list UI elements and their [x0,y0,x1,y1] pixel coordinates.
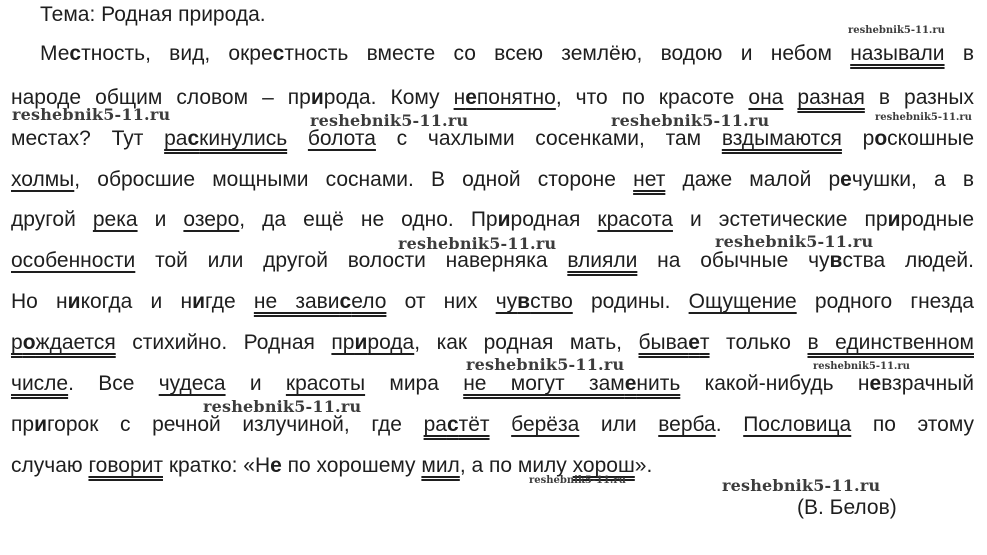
text-run: только [709,331,808,354]
underlined-word: кинулись [199,127,288,150]
watermark: reshebnik5-11.ru [466,355,625,374]
text-run: и [225,372,286,395]
underlined-word: Ощущение [688,290,797,313]
text-run: ». [634,454,653,477]
underlined-word: е [624,372,637,395]
text-run: какой-нибудь н [680,372,870,395]
text-run: той или другой волости наверняка [135,249,568,272]
text-run: другой [11,208,93,231]
text-run: по этому [851,413,974,436]
text-run: взрачный [881,372,974,395]
underlined-word: нет [633,168,666,191]
text-run: или [579,413,659,436]
underlined-word: не зави [253,290,340,313]
text-line [11,125,974,153]
text-run: Ме [40,42,70,65]
text-run: народе общим словом – пр [11,86,311,109]
watermark: reshebnik5-11.ru [203,397,362,416]
text-run: тность вместе со всею землёю, водою и небом [284,42,851,65]
text-line [11,370,974,398]
underlined-word: быва [638,331,689,354]
underlined-word: говорит [88,454,163,477]
text-run: на обычные чу [637,249,830,272]
underlined-word: ждается [35,331,116,354]
text-run: Но н [11,290,68,313]
highlighted-letter: е [270,454,282,477]
underlined-word: с [339,290,352,313]
underlined-word: ство [530,290,573,313]
underlined-word: она [748,86,784,109]
underlined-word: ра [164,127,188,150]
underlined-word: Пословица [743,413,852,436]
highlighted-letter: е [869,372,882,395]
underlined-word: с [446,413,459,436]
text-run [490,413,512,436]
text-run: где [205,290,254,313]
underlined-word: чу [495,290,518,313]
underlined-word: вздымаются [721,127,842,150]
highlighted-letter: е [840,168,852,191]
topic-title: Тема: Родная природа. [40,3,266,26]
text-run: и эстетические пр [672,208,888,231]
text-run: родины. [572,290,689,313]
text-line [11,166,974,194]
underlined-word: рода [367,331,415,354]
underlined-word: верба [658,413,716,436]
highlighted-letter: с [69,42,82,65]
text-run: рода. Кому [323,86,454,109]
text-run: кратко: «Н [162,454,271,477]
text-run: в [944,42,974,65]
text-run: родная [510,208,598,231]
watermark: reshebnik5-11.ru [398,234,557,253]
underlined-word: болота [307,127,376,150]
text-run [287,127,308,150]
underlined-word: озеро [183,208,240,231]
underlined-word: тёт [458,413,490,436]
text-run: , обросшие мощными соснами. В одной стороне [74,168,634,191]
highlighted-letter: и [192,290,205,313]
watermark: reshebnik5-11.ru [12,105,171,124]
text-run: , как родная мать, [414,331,639,354]
text-run: горок с речной излучиной, где [46,413,424,436]
underlined-word: е [688,331,700,354]
underlined-word: числе [11,372,69,395]
text-run: случаю [11,454,89,477]
text-run: родные [900,208,975,231]
underlined-word: разная [797,86,865,109]
underlined-word: ра [423,413,447,436]
underlined-word: пр [331,331,355,354]
underlined-word: нить [636,372,681,395]
underlined-word: особенности [11,249,136,272]
underlined-word: о [22,331,36,354]
text-run: и [137,208,184,231]
underlined-word: р [11,331,23,354]
text-run: местах? Тут [11,127,165,150]
text-line [11,288,974,316]
text-run: , да ещё не одно. Пр [239,208,498,231]
highlighted-letter: с [272,42,285,65]
text-run: р [841,127,875,150]
underlined-word: и [354,331,368,354]
underlined-word: холмы [11,168,75,191]
highlighted-letter: и [34,413,47,436]
text-run: по хорошему [281,454,422,477]
underlined-word: называли [850,42,945,65]
watermark: reshebnik5-11.ru [848,25,945,36]
underlined-word: с [187,127,200,150]
underlined-word: е [465,86,477,109]
text-run: , а по милу [459,454,573,477]
underlined-word: ело [351,290,387,313]
author-signature: (В. Белов) [797,496,897,519]
underlined-word: красоты [285,372,366,395]
underlined-word: влияли [567,249,638,272]
text-run: мира [365,372,464,395]
text-run: тность, вид, окре [81,42,273,65]
underlined-word: в [517,290,531,313]
underlined-word: чудеса [158,372,226,395]
text-run: с чахлыми сосенками, там [375,127,722,150]
text-run [783,86,797,109]
highlighted-letter: и [497,208,511,231]
highlighted-letter: и [887,208,901,231]
text-run: . [715,413,744,436]
text-run: родного гнезда [796,290,974,313]
text-run: в разных [864,86,974,109]
highlighted-letter: в [829,249,843,272]
text-run: даже малой р [665,168,841,191]
highlighted-letter: о [874,127,888,150]
highlighted-letter: и [67,290,81,313]
text-line [11,329,974,357]
underlined-word: понятно [476,86,556,109]
underlined-word: не могут зам [463,372,625,395]
text-line [11,411,974,439]
watermark: reshebnik5-11.ru [722,476,881,495]
watermark: reshebnik5-11.ru [611,111,770,130]
underlined-word: в единственном [807,331,974,354]
watermark: reshebnik5-11.ru [875,112,972,123]
text-run: чушки, а в [851,168,975,191]
text-run: . Все [68,372,159,395]
watermark: reshebnik5-11.ru [813,361,910,372]
text-run: от них [386,290,496,313]
text-run: стихийно. Родная [115,331,332,354]
highlighted-letter: и [310,86,324,109]
underlined-word: т [699,331,710,354]
underlined-word: хорош [572,454,635,477]
text-run: пр [11,413,35,436]
text-run: скошные [887,127,974,150]
text-line [11,206,974,234]
text-run: когда и н [80,290,193,313]
underlined-word: мил [421,454,460,477]
text-run: , что по красоте [555,86,749,109]
watermark: reshebnik5-11.ru [529,475,626,486]
text-line [40,40,974,68]
underlined-word: река [92,208,138,231]
underlined-word: красота [597,208,673,231]
watermark: reshebnik5-11.ru [310,111,469,130]
text-run: ства людей. [842,249,974,272]
watermark: reshebnik5-11.ru [715,232,874,251]
underlined-word: н [453,86,466,109]
underlined-word: берёза [511,413,580,436]
